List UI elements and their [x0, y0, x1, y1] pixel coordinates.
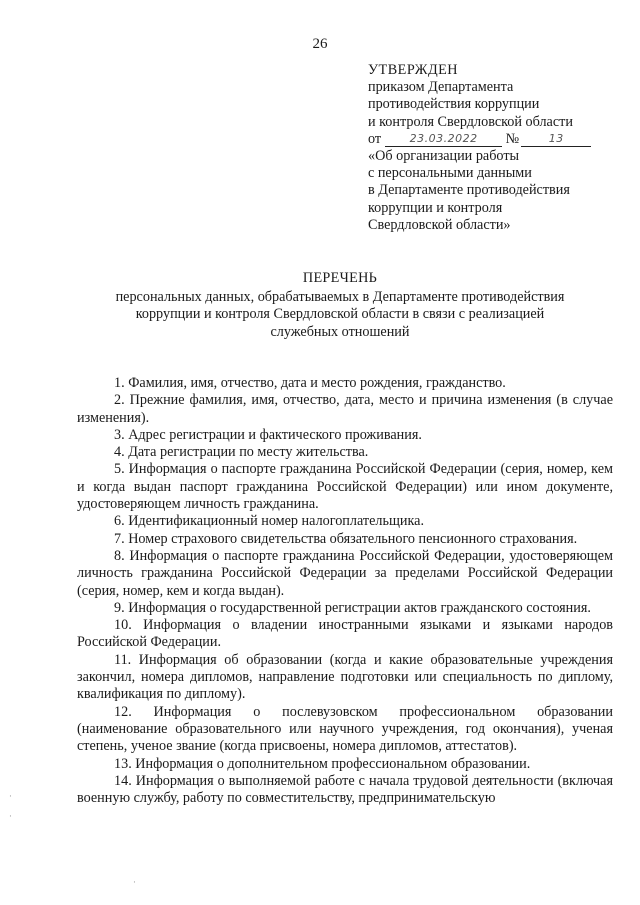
scan-speck: · — [133, 878, 136, 888]
number-prefix: № — [505, 130, 520, 147]
page-number: 26 — [312, 36, 328, 52]
handwritten-date: 23.03.2022 — [409, 131, 478, 145]
approval-block — [368, 62, 608, 234]
handwritten-number: 13 — [548, 131, 564, 145]
list-item: 9. Информация о государственной регистрации актов гражданского состояния. — [114, 599, 591, 616]
date-prefix: от — [368, 130, 382, 147]
approval-subject-line: Свердловской области» — [368, 216, 511, 233]
title-main: ПЕРЕЧЕНЬ — [302, 270, 378, 286]
title-subtitle-line: служебных отношений — [270, 323, 410, 340]
approval-date-line — [368, 131, 608, 148]
title-subtitle-line: коррупции и контроля Свердловской области в связи с реализацией — [135, 306, 545, 322]
date-field — [385, 131, 502, 147]
approval-heading: УТВЕРЖДЕН — [368, 62, 459, 78]
approval-subject-line: в Департаменте противодействия — [368, 182, 570, 199]
list-item: 7. Номер страхового свидетельства обязательного пенсионного страхования. — [114, 530, 578, 547]
list-item: 8. Информация о паспорте гражданина Российской Федерации, удостоверяющем личность гражданина Российской Федерации за пределами Российской Федерации (серия, номер, кем и когда выдан). — [77, 547, 613, 599]
scan-speck: · — [9, 792, 12, 802]
approval-subject-line: «Об организации работы — [368, 148, 520, 165]
list-item: 13. Информация о дополнительном профессиональном образовании. — [114, 755, 531, 772]
approval-line: противодействия коррупции — [368, 96, 540, 113]
list-item: 10. Информация о владении иностранными языками и языками народов Российской Федерации. — [77, 617, 613, 651]
list-item: 3. Адрес регистрации и фактического проживания. — [114, 426, 422, 443]
items-list — [77, 375, 613, 807]
approval-line: и контроля Свердловской области — [368, 113, 573, 130]
list-item: 11. Информация об образовании (когда и какие образовательные учреждения закончил, номера дипломов, направление подготовки или специальность по диплому, квалификация по диплому). — [77, 651, 613, 703]
list-item: 12. Информация о послевузовском профессиональном образовании (наименование образовательного или научного учреждения, год окончания), ученая степень, ученое звание (когда присвоены, номера дипломов, аттестатов). — [77, 703, 613, 755]
approval-subject-line: с персональными данными — [368, 165, 532, 182]
list-item: 6. Идентификационный номер налогоплательщика. — [114, 513, 424, 530]
scan-speck: · — [9, 812, 12, 822]
list-item: 14. Информация о выполняемой работе с начала трудовой деятельности (включая военную службу, работу по совместительству, предпринимательскую — [77, 772, 613, 807]
number-field — [521, 131, 591, 147]
title-subtitle-line: персональных данных, обрабатываемых в Департаменте противодействия — [115, 288, 565, 305]
list-item: 5. Информация о паспорте гражданина Российской Федерации (серия, номер, кем и когда выдан паспорт гражданина Российской Федерации) или ином документе, удостоверяющем личность гражданина. — [77, 461, 613, 513]
list-item: 2. Прежние фамилия, имя, отчество, дата, место и причина изменения (в случае изменения). — [77, 392, 613, 426]
list-item: 1. Фамилия, имя, отчество, дата и место рождения, гражданство. — [114, 375, 506, 391]
list-item: 4. Дата регистрации по месту жительства. — [114, 444, 369, 461]
document-title — [60, 270, 620, 341]
approval-line: приказом Департамента — [368, 79, 514, 96]
approval-subject-line: коррупции и контроля — [368, 199, 503, 216]
